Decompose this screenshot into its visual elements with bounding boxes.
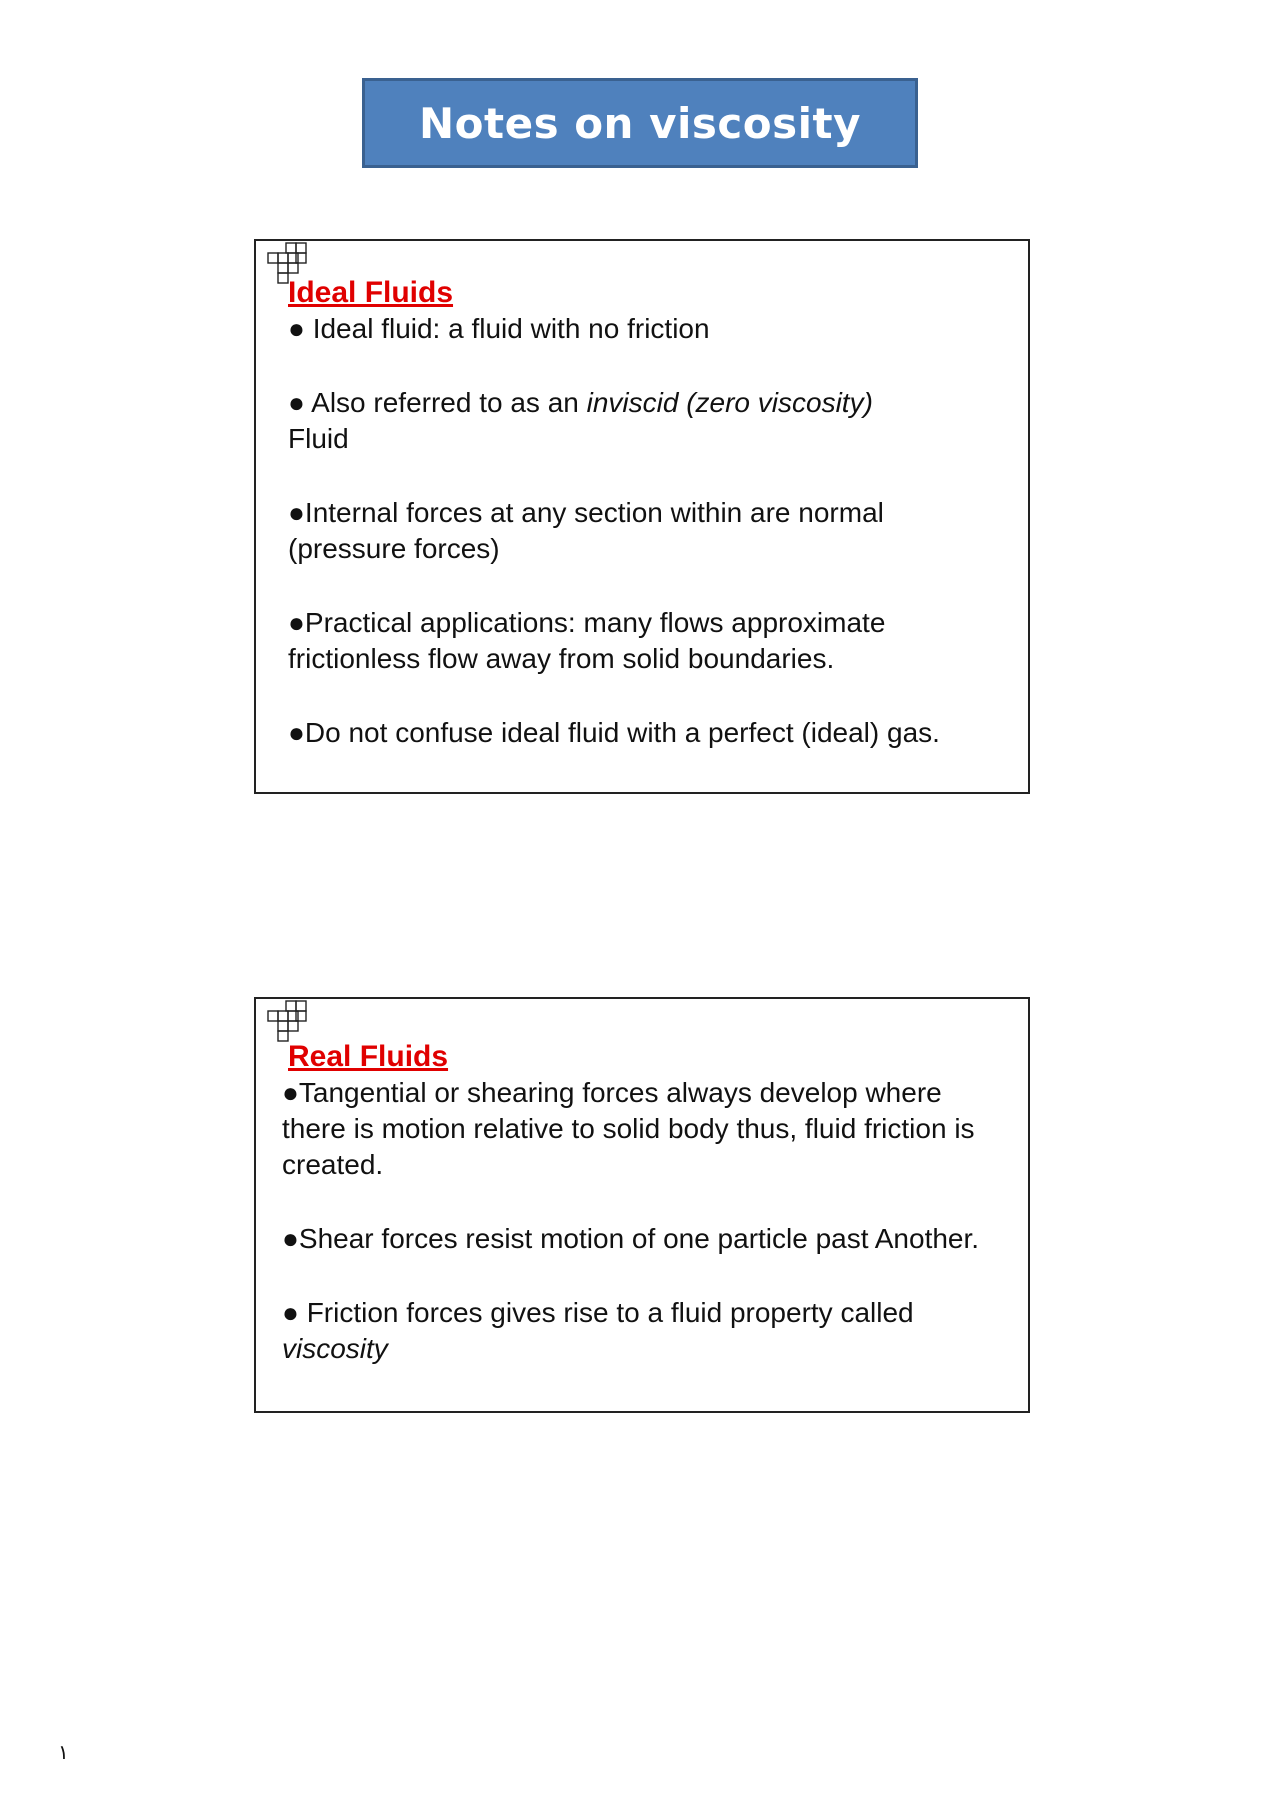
bullet-point: ●Shear forces resist motion of one particle past Another. [282, 1223, 980, 1254]
section-heading: Ideal Fluids [288, 276, 454, 309]
bullet-point [282, 1295, 1004, 1367]
title-banner [362, 78, 918, 168]
bullet-text: ● Friction forces gives rise to a fluid property called [282, 1297, 914, 1328]
italic-term: inviscid (zero viscosity) [586, 387, 873, 418]
bullet-point: ●Tangential or shearing forces always develop where there is motion relative to solid body thus, fluid friction is created. [282, 1077, 975, 1180]
bullet-point: ●Do not confuse ideal fluid with a perfect (ideal) gas. [288, 717, 940, 748]
bullet-point: ●Internal forces at any section within are normal (pressure forces) [288, 497, 884, 564]
slide-ideal-fluids [254, 239, 1030, 794]
italic-term: viscosity [282, 1333, 388, 1364]
bullet-point [288, 385, 1004, 457]
slide-real-fluids [254, 997, 1030, 1413]
page-title: Notes on viscosity [419, 98, 861, 148]
bullet-point: ● Ideal fluid: a fluid with no friction [288, 313, 710, 344]
bullet-point: ●Practical applications: many flows approximate frictionless flow away from solid boundaries. [288, 607, 886, 674]
bullet-text: ● Also referred to as an [288, 387, 587, 418]
section-heading: Real Fluids [288, 1040, 449, 1073]
bullet-text: Fluid [288, 423, 349, 454]
page-number: ١ [58, 1740, 69, 1764]
